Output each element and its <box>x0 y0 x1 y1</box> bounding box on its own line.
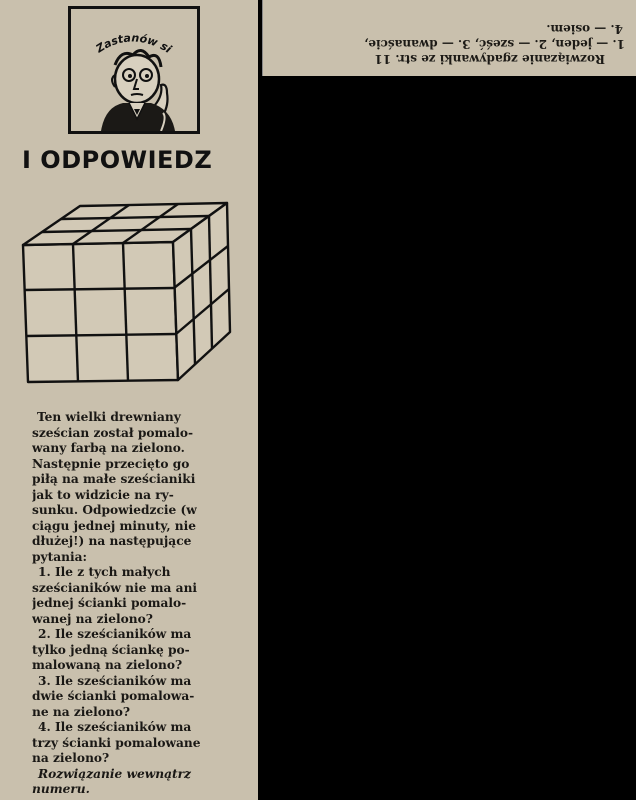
intro-line: dłużej!) na następujące <box>32 534 192 548</box>
question-line: malowaną na zielono? <box>32 658 183 672</box>
intro-line: jak to widzicie na ry- <box>32 487 174 502</box>
solution-line: 1. — jeden, 2. — sześć, 3. — dwanaście, <box>364 37 625 51</box>
logo-lettering: Zastanów si <box>93 31 174 56</box>
question-line: trzy ścianki pomalowane <box>32 735 201 750</box>
question-line: 4. Ile sześcianików ma <box>38 720 192 734</box>
question-line: 1. Ile z tych małych <box>38 565 171 579</box>
page-title: I ODPOWIEDZ <box>22 146 213 174</box>
intro-line: Następnie przecięto go <box>32 456 190 471</box>
solution-text <box>263 0 636 76</box>
question-line: dwie ścianki pomalowa- <box>32 689 195 703</box>
question-line: ne na zielono? <box>32 704 131 719</box>
intro-line: wany farbą na zielono. <box>32 441 185 455</box>
solution-note-line: Rozwiązanie wewnątrz <box>38 766 191 781</box>
solution-line: Rozwiązanie zgadywanki ze str. 11 <box>374 52 605 66</box>
solution-note-line: numeru. <box>32 782 90 796</box>
question-line: jednej ścianki pomalo- <box>32 596 187 610</box>
question-line: na zielono? <box>32 751 110 765</box>
intro-line: piłą na małe sześcianiki <box>32 472 196 486</box>
thinking-man-illustration <box>71 9 197 131</box>
question-line: sześcianików nie ma ani <box>32 580 198 595</box>
solution-line: 4. — osiem. <box>546 22 623 36</box>
intro-line: sunku. Odpowiedzcie (w <box>32 503 197 517</box>
intro-line: pytania: <box>32 549 88 564</box>
intro-line: Ten wielki drewniany <box>37 410 181 424</box>
cube-drawing <box>20 200 240 385</box>
svg-text:Zastanów się <box>71 9 174 56</box>
question-line: 3. Ile sześcianików ma <box>38 673 192 688</box>
thinking-man-logo <box>68 6 200 134</box>
question-line: 2. Ile sześcianików ma <box>38 627 192 641</box>
question-line: tylko jedną ściankę po- <box>32 642 190 657</box>
puzzle-text <box>32 410 244 798</box>
newspaper-column <box>0 0 258 800</box>
upside-down-solution-strip <box>262 0 636 76</box>
cube-illustration <box>20 200 240 389</box>
intro-line: ciągu jednej minuty, nie <box>32 518 197 533</box>
intro-line: sześcian został pomalo- <box>32 425 194 440</box>
question-line: wanej na zielono? <box>32 611 153 626</box>
